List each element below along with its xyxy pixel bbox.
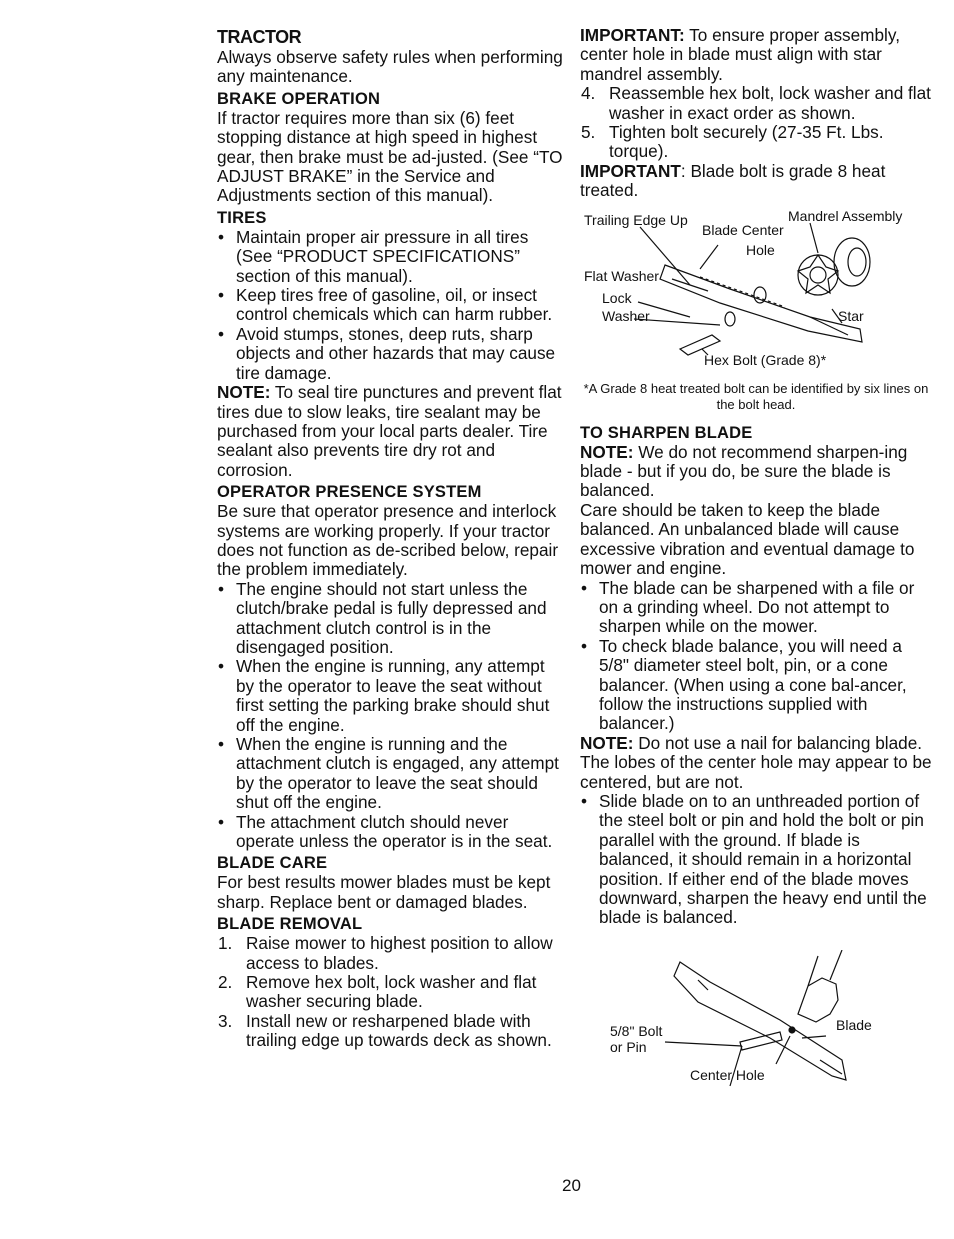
section-title-blade-removal: BLADE REMOVAL — [217, 915, 363, 934]
list-item: • To check blade balance, you will need a 5/8" diameter steel bolt, pin, or a cone balancer. (When using a cone bal-ancer, follow the instructions supplied with balancer.) — [580, 637, 932, 734]
important-label: IMPORTANT — [580, 160, 681, 181]
note-text: We do not recommend sharpen-ing blade - but if you do, be sure the blade is balanced. — [580, 441, 908, 501]
list-item: • Slide blade on to an unthreaded portion of the steel bolt or pin and hold the bolt or pin parallel with the ground. If blade is balanced, it should remain in a horizontal position. If either end of the blade moves downward, sharpen the heavy end until the blade is balanced. — [580, 792, 932, 928]
label-trailing-edge-up: Trailing Edge Up — [584, 211, 688, 228]
label-blade-center: Blade Center — [702, 221, 784, 238]
section-title-tires: TIRES — [217, 208, 267, 227]
important-label: IMPORTANT: — [580, 25, 685, 45]
list-item — [217, 973, 567, 1012]
step-text: Tighten bolt securely (27-35 Ft. Lbs. torque). — [609, 122, 884, 162]
nail-note — [580, 734, 932, 792]
list-item: • When the engine is running and the attachment clutch is engaged, any attempt by the operator to leave the seat should shut off the engine. — [217, 735, 567, 813]
note-text: To seal tire punctures and prevent flat tires due to slow leaks, tire sealant may be purchased from your local parts dealer. Tire sealant also prevents tire dry rot and corrosion. — [217, 382, 562, 480]
blade-balance-figure — [580, 950, 932, 1100]
right-column — [580, 0, 932, 1100]
list-item: • The attachment clutch should never operate unless the operator is in the seat. — [217, 813, 567, 852]
step-number: 4. — [581, 83, 596, 104]
step-text: Raise mower to highest position to allow access to blades. — [246, 933, 553, 973]
label-flat-washer: Flat Washer — [584, 267, 659, 284]
list-item — [217, 934, 567, 973]
important-text: To ensure proper assembly, center hole in blade must align with star mandrel assembly. — [580, 25, 900, 84]
brake-text: If tractor requires more than six (6) feet stopping distance at high speed in highest gear, then brake must be ad-justed. (See “TO ADJUST BRAKE” in the Service and Adjustments section of this manual). — [217, 107, 563, 206]
label-blade: Blade — [836, 1016, 872, 1033]
section-title-tractor: TRACTOR — [217, 27, 302, 47]
important-alignment — [580, 26, 932, 84]
balance-care-text: Care should be taken to keep the blade balanced. An unbalanced blade will cause excessive vibration and eventual damage to mower and engine. — [580, 499, 915, 579]
figure-footnote: *A Grade 8 heat treated bolt can be identified by six lines on the bolt head. — [583, 380, 929, 412]
tires-note — [217, 383, 567, 480]
important-bolt-grade — [580, 162, 932, 201]
label-lock: Lock — [602, 289, 632, 306]
label-hole: Hole — [746, 241, 775, 258]
left-column — [217, 0, 567, 1051]
step-text: Install new or resharpened blade with trailing edge up towards deck as shown. — [246, 1010, 552, 1051]
list-item: • The blade can be sharpened with a file or on a grinding wheel. Do not attempt to sharpen while on the mower. — [580, 579, 932, 637]
label-center-hole: Center Hole — [690, 1066, 765, 1083]
list-item: • The engine should not start unless the clutch/brake pedal is fully depressed and attachment clutch control is in the disengaged position. — [217, 580, 567, 658]
blade-care-text: For best results mower blades must be kept sharp. Replace bent or damaged blades. — [217, 872, 551, 912]
list-item: • Avoid stumps, stones, deep ruts, sharp objects and other hazards that may cause tire damage. — [217, 325, 567, 383]
blade-assembly-figure — [580, 207, 932, 377]
note-text: Do not use a nail for balancing blade. The lobes of the center hole may appear to be centered, but are not. — [580, 732, 932, 792]
label-or-pin: or Pin — [610, 1038, 647, 1055]
list-item: • Keep tires free of gasoline, oil, or insect control chemicals which can harm rubber. — [217, 286, 567, 325]
note-label: NOTE: — [580, 441, 634, 462]
step-number: 2. — [218, 972, 233, 993]
step-text: Reassemble hex bolt, lock washer and flat washer in exact order as shown. — [609, 83, 931, 123]
section-title-operator-presence: OPERATOR PRESENCE SYSTEM — [217, 483, 482, 502]
operator-presence-text: Be sure that operator presence and interlock systems are working properly. If your tractor does not function as de-scribed below, repair the problem immediately. — [217, 501, 559, 580]
page-number: 20 — [562, 1176, 581, 1195]
list-item — [580, 123, 932, 162]
section-title-to-sharpen-blade: TO SHARPEN BLADE — [580, 423, 753, 442]
step-text: Remove hex bolt, lock washer and flat washer securing blade. — [246, 972, 537, 1012]
note-label: NOTE: — [580, 732, 634, 753]
important-text: : Blade bolt is grade 8 heat treated. — [580, 160, 886, 201]
step-number: 1. — [218, 933, 233, 954]
section-title-brake-operation: BRAKE OPERATION — [217, 89, 381, 108]
label-bolt: 5/8" Bolt — [610, 1022, 663, 1039]
label-hex-bolt: Hex Bolt (Grade 8)* — [704, 351, 827, 368]
list-item — [217, 1012, 567, 1051]
list-item: • Maintain proper air pressure in all tires (See “PRODUCT SPECIFICATIONS” section of this manual). — [217, 228, 567, 286]
note-label: NOTE: — [217, 382, 271, 403]
step-number: 3. — [218, 1010, 233, 1031]
label-mandrel-assembly: Mandrel Assembly — [788, 207, 903, 224]
tractor-text: Always observe safety rules when performing any maintenance. — [217, 47, 563, 87]
sharpen-note — [580, 443, 932, 501]
list-item — [580, 84, 932, 123]
label-star: Star — [838, 307, 864, 324]
label-washer: Washer — [602, 307, 650, 324]
step-number: 5. — [581, 122, 596, 143]
section-title-blade-care: BLADE CARE — [217, 854, 328, 873]
list-item: • When the engine is running, any attempt by the operator to leave the seat without first setting the parking brake should shut off the engine. — [217, 657, 567, 735]
